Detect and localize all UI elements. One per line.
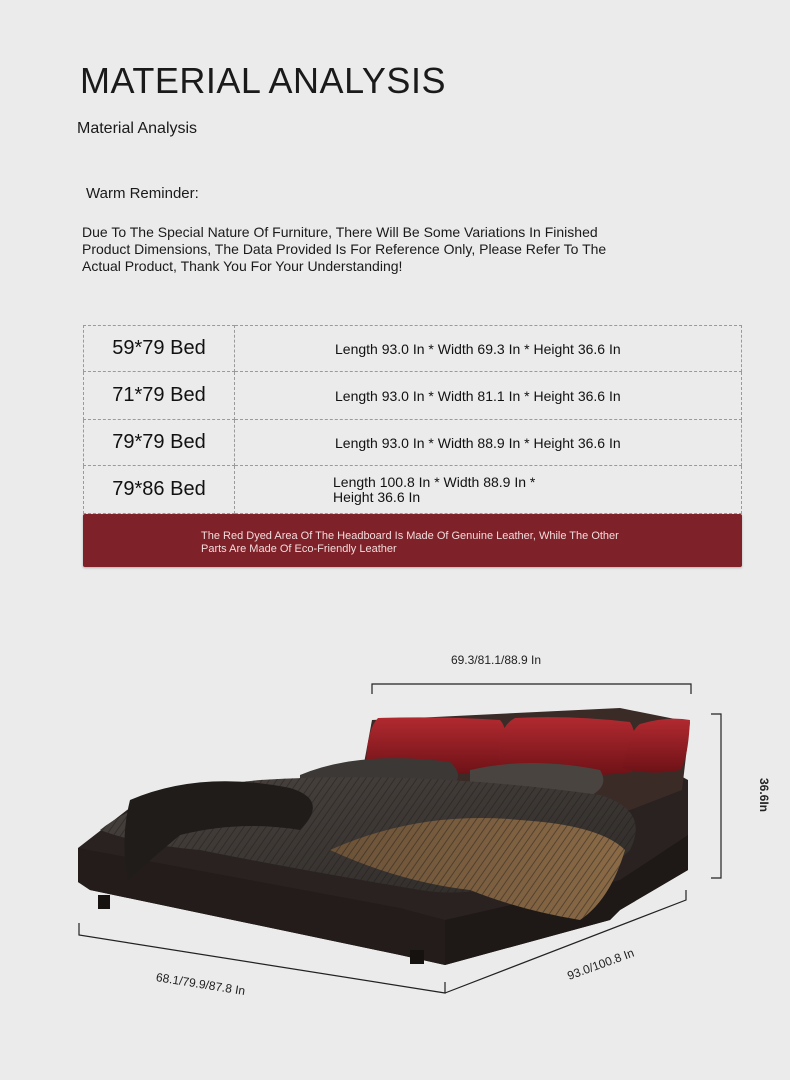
length-label: 93.0/100.8 In (565, 945, 636, 983)
material-note-banner (83, 514, 742, 567)
table-row (84, 326, 742, 372)
size-dimensions: Length 93.0 In * Width 69.3 In * Height 36.6 In (235, 326, 742, 372)
table-row (84, 372, 742, 420)
reminder-label: Warm Reminder: (86, 185, 199, 202)
material-note-text: The Red Dyed Area Of The Headboard Is Made Of Genuine Leather, While The Other Parts Are Made Of Eco-Friendly Leather (201, 530, 619, 555)
size-dimensions: Length 93.0 In * Width 88.9 In * Height 36.6 In (235, 420, 742, 466)
front-width-label: 68.1/79.9/87.8 In (155, 970, 247, 999)
bed-dimension-illustration (0, 620, 790, 1080)
size-table (83, 325, 742, 514)
height-line (711, 714, 721, 878)
table-row (84, 420, 742, 466)
size-dimensions: Length 93.0 In * Width 81.1 In * Height 36.6 In (235, 372, 742, 420)
reminder-text: Due To The Special Nature Of Furniture, There Will Be Some Variations In Finished Product Dimensions, The Data Provided Is For Reference Only, Please Refer To The Actual Product, Thank You For Your Understanding! (82, 224, 607, 274)
top-width-label: 69.3/81.1/88.9 In (450, 653, 542, 667)
top-width-line (372, 684, 691, 694)
size-dimensions: Length 100.8 In * Width 88.9 In * Height 36.6 In (235, 466, 742, 514)
height-label: 36.6In (757, 777, 771, 813)
size-name: 59*79 Bed (84, 326, 235, 372)
size-name: 79*79 Bed (84, 420, 235, 466)
page-subtitle: Material Analysis (77, 120, 198, 137)
page-title: MATERIAL ANALYSIS (80, 60, 446, 101)
size-name: 79*86 Bed (84, 466, 235, 514)
table-row (84, 466, 742, 514)
size-name: 71*79 Bed (84, 372, 235, 420)
